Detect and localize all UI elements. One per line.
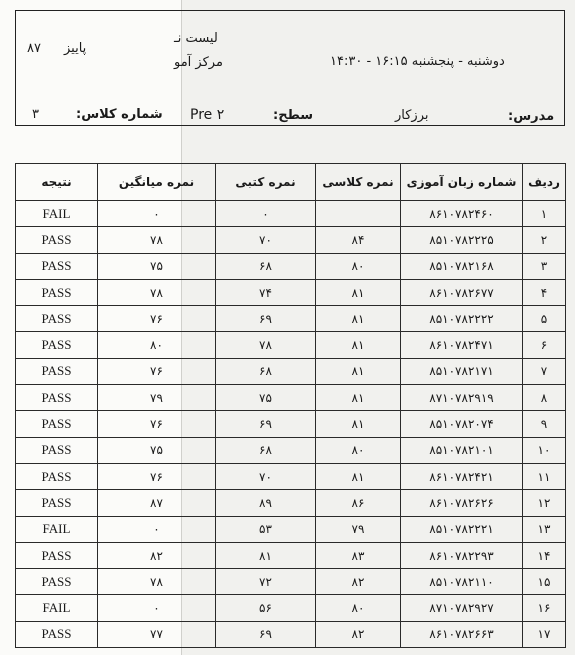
row-number-cell: ۴ [523, 279, 566, 305]
written-score-cell: ۷۴ [216, 279, 316, 305]
student-id-cell: ۸۵۱۰۷۸۲۱۷۱ [401, 358, 523, 384]
student-id-cell: ۸۶۱۰۷۸۲۲۹۳ [401, 542, 523, 568]
average-score-cell: ۷۸ [98, 279, 216, 305]
table-row [16, 490, 566, 516]
row-number-cell: ۳ [523, 253, 566, 279]
class-schedule: دوشنبه - پنجشنبه ۱۶:۱۵ - ۱۴:۳۰ [330, 54, 505, 69]
class-score-cell [316, 201, 401, 227]
row-number-cell: ۷ [523, 358, 566, 384]
student-id-cell: ۸۶۱۰۷۸۲۶۷۷ [401, 279, 523, 305]
result-cell: PASS [16, 227, 98, 253]
student-id-cell: ۸۵۱۰۷۸۲۱۱۰ [401, 569, 523, 595]
class-score-cell: ۸۰ [316, 437, 401, 463]
class-score-cell: ۸۰ [316, 595, 401, 621]
result-cell: PASS [16, 306, 98, 332]
table-row [16, 621, 566, 647]
average-score-cell: ۰ [98, 516, 216, 542]
result-cell: PASS [16, 279, 98, 305]
row-number-cell: ۱ [523, 201, 566, 227]
student-id-cell: ۸۵۱۰۷۸۲۲۲۵ [401, 227, 523, 253]
col-header-average-score: نمره میانگین [98, 164, 216, 201]
result-cell: PASS [16, 253, 98, 279]
row-number-cell: ۱۳ [523, 516, 566, 542]
average-score-cell: ۸۷ [98, 490, 216, 516]
table-row [16, 463, 566, 489]
result-cell: PASS [16, 490, 98, 516]
written-score-cell: ۸۹ [216, 490, 316, 516]
table-row [16, 542, 566, 568]
result-cell: FAIL [16, 201, 98, 227]
student-id-cell: ۸۵۱۰۷۸۲۱۶۸ [401, 253, 523, 279]
student-id-cell: ۸۵۱۰۷۸۲۲۲۱ [401, 516, 523, 542]
col-header-result: نتیجه [16, 164, 98, 201]
class-number-value: ۳ [32, 107, 39, 122]
center-name: مرکز آمو [174, 55, 223, 70]
row-number-cell: ۵ [523, 306, 566, 332]
result-cell: PASS [16, 437, 98, 463]
average-score-cell: ۷۸ [98, 569, 216, 595]
row-number-cell: ۱۷ [523, 621, 566, 647]
class-score-cell: ۸۱ [316, 279, 401, 305]
average-score-cell: ۷۹ [98, 385, 216, 411]
written-score-cell: ۶۹ [216, 411, 316, 437]
written-score-cell: ۶۸ [216, 358, 316, 384]
student-id-cell: ۸۶۱۰۷۸۲۴۶۰ [401, 201, 523, 227]
table-row [16, 569, 566, 595]
average-score-cell: ۷۵ [98, 253, 216, 279]
result-cell: PASS [16, 358, 98, 384]
class-score-cell: ۸۴ [316, 227, 401, 253]
student-id-cell: ۸۷۱۰۷۸۲۹۲۷ [401, 595, 523, 621]
teacher-label: مدرس: [508, 109, 555, 124]
average-score-cell: ۷۸ [98, 227, 216, 253]
row-number-cell: ۱۰ [523, 437, 566, 463]
class-score-cell: ۷۹ [316, 516, 401, 542]
table-row [16, 201, 566, 227]
level-value: Pre ۲ [190, 107, 225, 123]
row-number-cell: ۱۱ [523, 463, 566, 489]
average-score-cell: ۷۶ [98, 463, 216, 489]
result-cell: PASS [16, 411, 98, 437]
written-score-cell: ۰ [216, 201, 316, 227]
row-number-cell: ۱۵ [523, 569, 566, 595]
written-score-cell: ۷۰ [216, 463, 316, 489]
col-header-student-id: شماره زبان آموزی [401, 164, 523, 201]
written-score-cell: ۶۹ [216, 306, 316, 332]
class-score-cell: ۸۲ [316, 621, 401, 647]
table-header-row [16, 164, 566, 201]
written-score-cell: ۶۹ [216, 621, 316, 647]
average-score-cell: ۰ [98, 595, 216, 621]
row-number-cell: ۱۶ [523, 595, 566, 621]
class-score-cell: ۸۱ [316, 385, 401, 411]
row-number-cell: ۱۲ [523, 490, 566, 516]
table-row [16, 332, 566, 358]
table-row [16, 595, 566, 621]
student-id-cell: ۸۶۱۰۷۸۲۴۷۱ [401, 332, 523, 358]
class-score-cell: ۸۱ [316, 332, 401, 358]
row-number-cell: ۸ [523, 385, 566, 411]
class-number-label: شماره کلاس: [76, 107, 163, 122]
class-score-cell: ۸۱ [316, 411, 401, 437]
row-number-cell: ۱۴ [523, 542, 566, 568]
table-row [16, 385, 566, 411]
result-cell: FAIL [16, 516, 98, 542]
student-id-cell: ۸۶۱۰۷۸۲۶۶۳ [401, 621, 523, 647]
result-cell: PASS [16, 332, 98, 358]
class-score-cell: ۸۱ [316, 463, 401, 489]
level-label: سطح: [273, 108, 314, 123]
grades-table-body [16, 201, 566, 648]
season-year: ۸۷ [27, 41, 41, 56]
table-row [16, 227, 566, 253]
written-score-cell: ۷۲ [216, 569, 316, 595]
result-cell: PASS [16, 542, 98, 568]
student-id-cell: ۸۷۱۰۷۸۲۹۱۹ [401, 385, 523, 411]
col-header-class-score: نمره کلاسی [316, 164, 401, 201]
class-score-cell: ۸۲ [316, 569, 401, 595]
written-score-cell: ۵۶ [216, 595, 316, 621]
student-id-cell: ۸۵۱۰۷۸۲۱۰۱ [401, 437, 523, 463]
col-header-row-number: ردیف [523, 164, 566, 201]
col-header-written-score: نمره کتبی [216, 164, 316, 201]
table-row [16, 437, 566, 463]
written-score-cell: ۶۸ [216, 437, 316, 463]
average-score-cell: ۷۶ [98, 358, 216, 384]
student-id-cell: ۸۶۱۰۷۸۲۴۲۱ [401, 463, 523, 489]
student-id-cell: ۸۵۱۰۷۸۲۲۲۲ [401, 306, 523, 332]
table-row [16, 411, 566, 437]
average-score-cell: ۰ [98, 201, 216, 227]
average-score-cell: ۷۷ [98, 621, 216, 647]
grades-table [15, 163, 566, 648]
table-row [16, 358, 566, 384]
table-row [16, 516, 566, 542]
result-cell: PASS [16, 385, 98, 411]
average-score-cell: ۸۲ [98, 542, 216, 568]
class-score-cell: ۸۳ [316, 542, 401, 568]
table-row [16, 253, 566, 279]
average-score-cell: ۸۰ [98, 332, 216, 358]
result-cell: PASS [16, 569, 98, 595]
written-score-cell: ۷۸ [216, 332, 316, 358]
row-number-cell: ۹ [523, 411, 566, 437]
table-row [16, 279, 566, 305]
result-cell: PASS [16, 621, 98, 647]
average-score-cell: ۷۶ [98, 306, 216, 332]
student-id-cell: ۸۶۱۰۷۸۲۶۲۶ [401, 490, 523, 516]
written-score-cell: ۷۰ [216, 227, 316, 253]
written-score-cell: ۷۵ [216, 385, 316, 411]
class-score-cell: ۸۱ [316, 358, 401, 384]
average-score-cell: ۷۶ [98, 411, 216, 437]
season-label: پاییز [64, 41, 87, 56]
written-score-cell: ۵۳ [216, 516, 316, 542]
list-title: لیست نـ [174, 31, 218, 46]
teacher-name: برزکار [395, 108, 429, 123]
row-number-cell: ۲ [523, 227, 566, 253]
result-cell: PASS [16, 463, 98, 489]
student-id-cell: ۸۵۱۰۷۸۲۰۷۴ [401, 411, 523, 437]
table-row [16, 306, 566, 332]
class-score-cell: ۸۰ [316, 253, 401, 279]
class-score-cell: ۸۱ [316, 306, 401, 332]
row-number-cell: ۶ [523, 332, 566, 358]
class-score-cell: ۸۶ [316, 490, 401, 516]
average-score-cell: ۷۵ [98, 437, 216, 463]
result-cell: FAIL [16, 595, 98, 621]
written-score-cell: ۸۱ [216, 542, 316, 568]
written-score-cell: ۶۸ [216, 253, 316, 279]
